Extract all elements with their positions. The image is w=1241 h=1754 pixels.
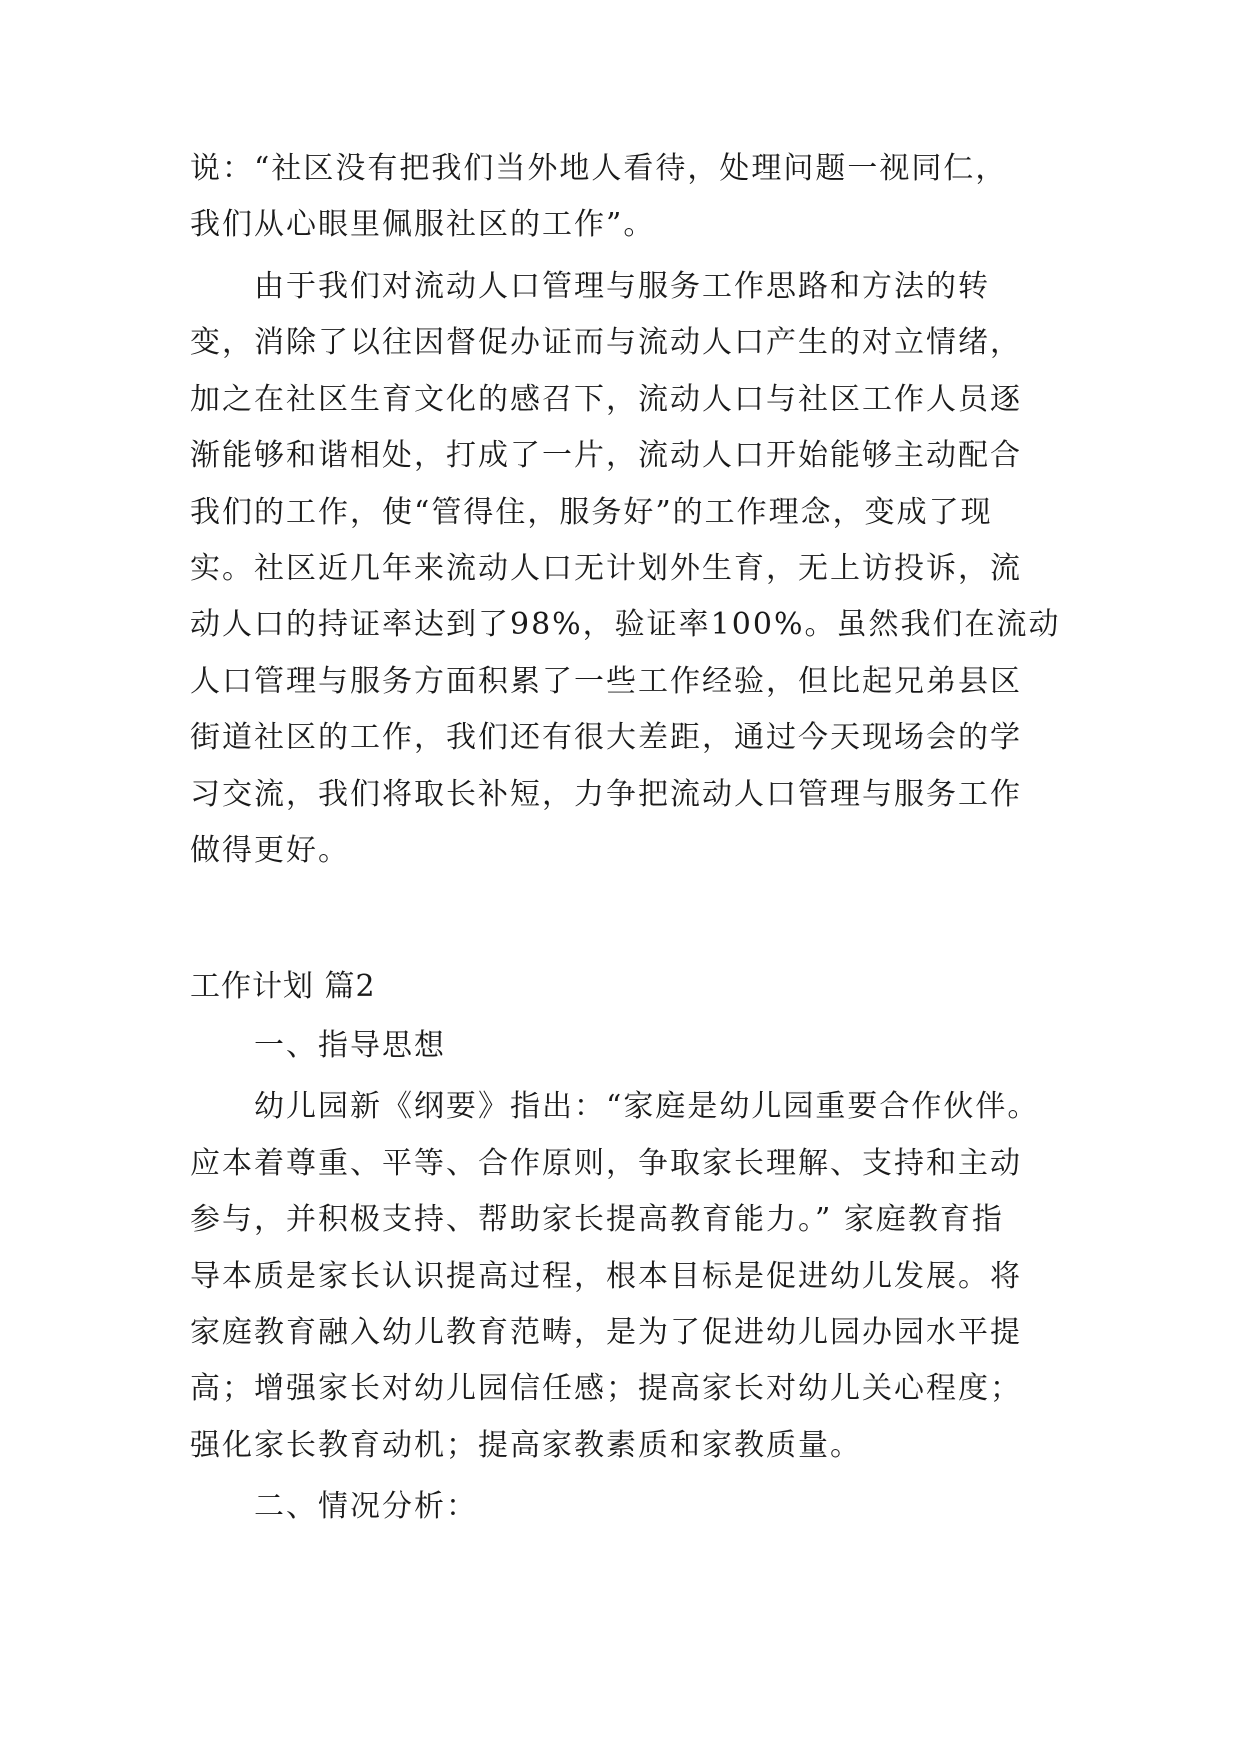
paragraph-line: 强化家长教育动机；提高家教素质和家教质量。 <box>190 1428 862 1463</box>
paragraph-line: 导本质是家长认识提高过程，根本目标是促进幼儿发展。将 <box>190 1259 1022 1294</box>
paragraph-line: 加之在社区生育文化的感召下，流动人口与社区工作人员逐 <box>190 382 1022 417</box>
paragraph-line: 幼儿园新《纲要》指出：“家庭是幼儿园重要合作伙伴。 <box>254 1089 1040 1124</box>
paragraph-line: 说：“社区没有把我们当外地人看待，处理问题一视同仁， <box>190 151 1008 186</box>
section-heading: 工作计划 篇2 <box>190 969 376 1004</box>
paragraph-line: 渐能够和谐相处，打成了一片，流动人口开始能够主动配合 <box>190 438 1022 473</box>
paragraph-line: 高；增强家长对幼儿园信任感；提高家长对幼儿关心程度； <box>190 1371 1022 1406</box>
paragraph-line: 我们的工作，使“管得住，服务好”的工作理念，变成了现 <box>190 495 993 530</box>
paragraph-line: 街道社区的工作，我们还有很大差距，通过今天现场会的学 <box>190 720 1022 755</box>
paragraph-line: 习交流，我们将取长补短，力争把流动人口管理与服务工作 <box>190 777 1022 812</box>
paragraph-line: 应本着尊重、平等、合作原则，争取家长理解、支持和主动 <box>190 1146 1022 1181</box>
paragraph-line: 做得更好。 <box>190 833 350 868</box>
paragraph-line: 变，消除了以往因督促办证而与流动人口产生的对立情绪， <box>190 325 1022 360</box>
subheading: 二、情况分析： <box>254 1489 478 1524</box>
paragraph-line: 实。社区近几年来流动人口无计划外生育，无上访投诉，流 <box>190 551 1022 586</box>
paragraph-line: 由于我们对流动人口管理与服务工作思路和方法的转 <box>254 269 990 304</box>
subheading: 一、指导思想 <box>254 1028 446 1063</box>
paragraph-line: 我们从心眼里佩服社区的工作”。 <box>190 207 656 242</box>
paragraph-line: 人口管理与服务方面积累了一些工作经验，但比起兄弟县区 <box>190 664 1022 699</box>
paragraph-line: 家庭教育融入幼儿教育范畴，是为了促进幼儿园办园水平提 <box>190 1315 1022 1350</box>
paragraph-line: 参与，并积极支持、帮助家长提高教育能力。” 家庭教育指 <box>190 1202 1004 1237</box>
paragraph-line: 动人口的持证率达到了98%，验证率100%。虽然我们在流动 <box>190 607 1061 642</box>
